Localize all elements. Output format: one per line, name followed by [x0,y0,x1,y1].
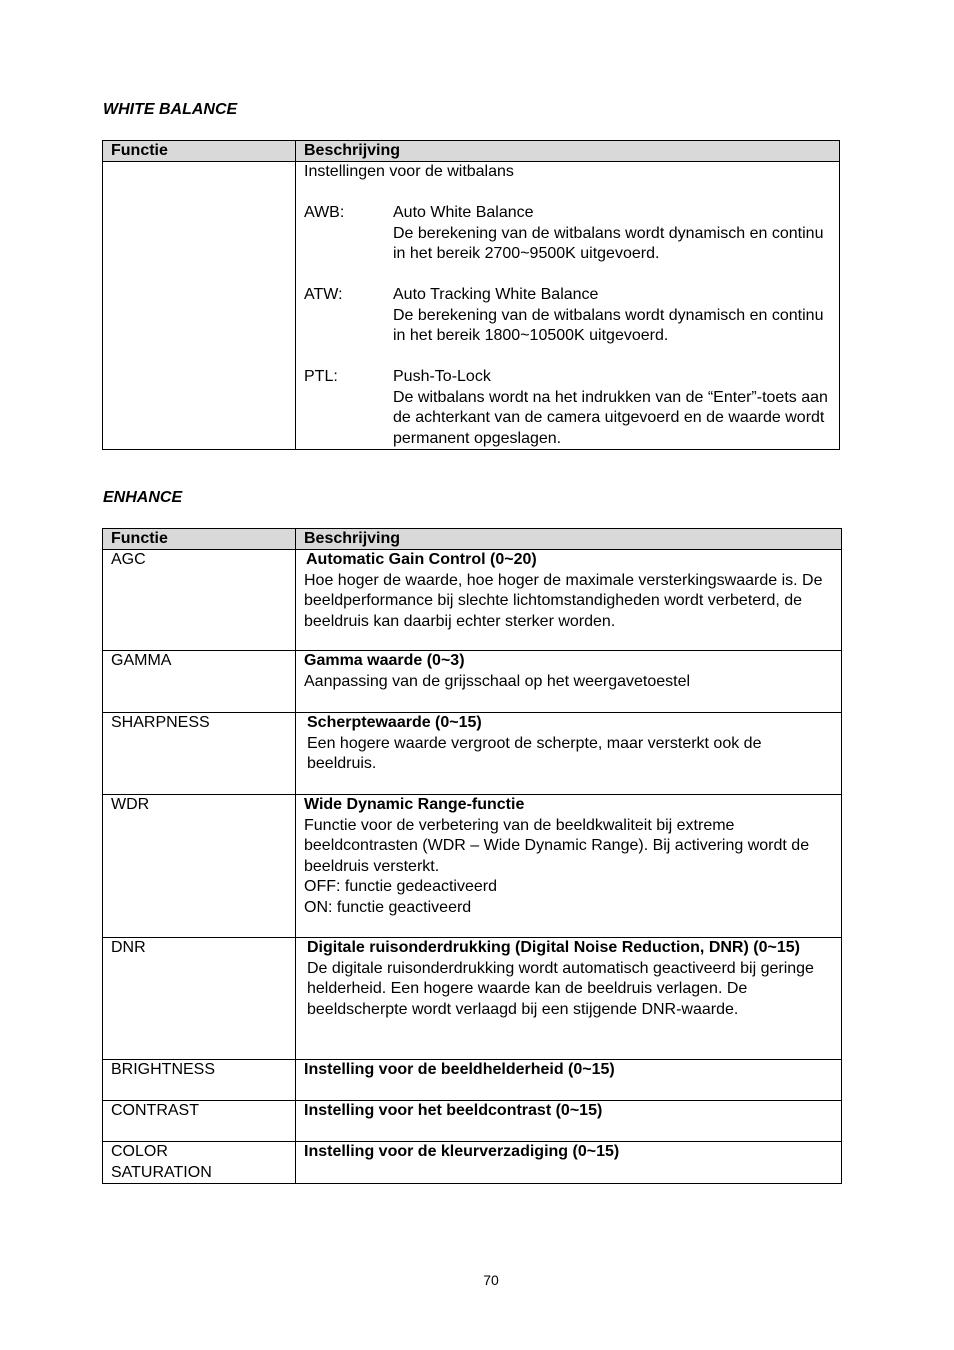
row-function: BRIGHTNESS [111,1061,216,1078]
table-row-agc [103,550,842,651]
table-row-gamma [103,651,842,713]
row-extra-off: OFF: functie gedeactiveerd [304,878,497,895]
row-extra-on: ON: functie geactiveerd [304,898,472,916]
row-title: Instelling voor het beeldcontrast (0~15) [304,1102,603,1119]
header-beschrijving: Beschrijving [296,141,840,162]
table-header-row [103,141,840,162]
wb-entry-ptl [304,367,831,449]
row-desc: Functie voor de verbetering van de beeldkwaliteit bij extreme beeldcontrasten (WDR – Wide Dynamic Range). Bij activering wordt de beeldruis versterkt. [304,816,810,875]
row-title: Wide Dynamic Range-functie [304,796,525,813]
row-desc: Een hogere waarde vergroot de scherpte, maar versterkt ook de beeldruis. [307,734,762,772]
wb-intro: Instellingen voor de witbalans [304,163,514,180]
functie-cell [103,162,296,450]
row-title: Gamma waarde (0~3) [304,652,465,669]
row-title: Digitale ruisonderdrukking (Digital Noise Reduction, DNR) (0~15) [307,939,800,956]
row-title: Scherptewaarde (0~15) [307,714,482,731]
row-desc: Aanpassing van de grijsschaal op het weergavetoestel [304,672,691,690]
row-title: Automatic Gain Control (0~20) [306,551,537,568]
header-functie: Functie [103,529,296,550]
header-functie: Functie [103,141,296,162]
row-title: Instelling voor de beeldhelderheid (0~15) [304,1061,615,1078]
row-function: DNR [111,939,146,956]
table-row-contrast [103,1101,842,1142]
row-desc: Hoe hoger de waarde, hoe hoger de maximale versterkingswaarde is. De beeldperformance bij slechte lichtomstandigheden wordt verbeterd, de beeldruis kan daarbij echter sterker worden. [304,571,823,630]
header-beschrijving: Beschrijving [296,529,842,550]
row-title: Instelling voor de kleurverzadiging (0~15) [304,1143,620,1160]
white-balance-title: WHITE BALANCE [103,101,238,118]
row-function: COLOR SATURATION [111,1143,212,1181]
table-row-sharpness [103,713,842,795]
table-row-brightness [103,1060,842,1101]
table-row [103,162,840,450]
table-row-wdr [103,795,842,938]
page-number: 70 [483,1272,499,1288]
beschrijving-cell [296,162,840,450]
row-function: WDR [111,796,150,813]
row-desc: De digitale ruisonderdrukking wordt automatisch geactiveerd bij geringe helderheid. Een hogere waarde kan de beeldruis verlagen. De beeldscherpte wordt verlaagd bij een stijgende DNR-waarde. [307,959,814,1018]
table-row-color-saturation [103,1142,842,1184]
table-row-dnr [103,938,842,1060]
wb-entry-title: Auto Tracking White Balance [393,286,599,303]
wb-entry-key: ATW: [304,286,343,303]
white-balance-table [102,140,840,450]
wb-entry-title: Auto White Balance [393,204,534,221]
wb-entry-title: Push-To-Lock [393,368,491,385]
enhance-table [102,528,842,1184]
wb-entry-awb [304,203,831,265]
wb-entry-key: AWB: [304,204,345,221]
wb-entry-desc: De witbalans wordt na het indrukken van de “Enter”-toets aan de achterkant van de camera uitgevoerd en de waarde wordt permanent opgeslagen. [393,388,828,447]
row-function: CONTRAST [111,1102,199,1119]
wb-entry-desc: De berekening van de witbalans wordt dynamisch en continu in het bereik 2700~9500K uitgevoerd. [393,224,824,262]
row-function: GAMMA [111,652,172,669]
row-function: SHARPNESS [111,714,210,731]
wb-entry-atw [304,285,831,347]
wb-entry-key: PTL: [304,368,338,385]
row-function: AGC [111,551,146,568]
wb-entry-desc: De berekening van de witbalans wordt dynamisch en continu in het bereik 1800~10500K uitgevoerd. [393,306,824,344]
enhance-title: ENHANCE [103,489,183,506]
table-header-row [103,529,842,550]
